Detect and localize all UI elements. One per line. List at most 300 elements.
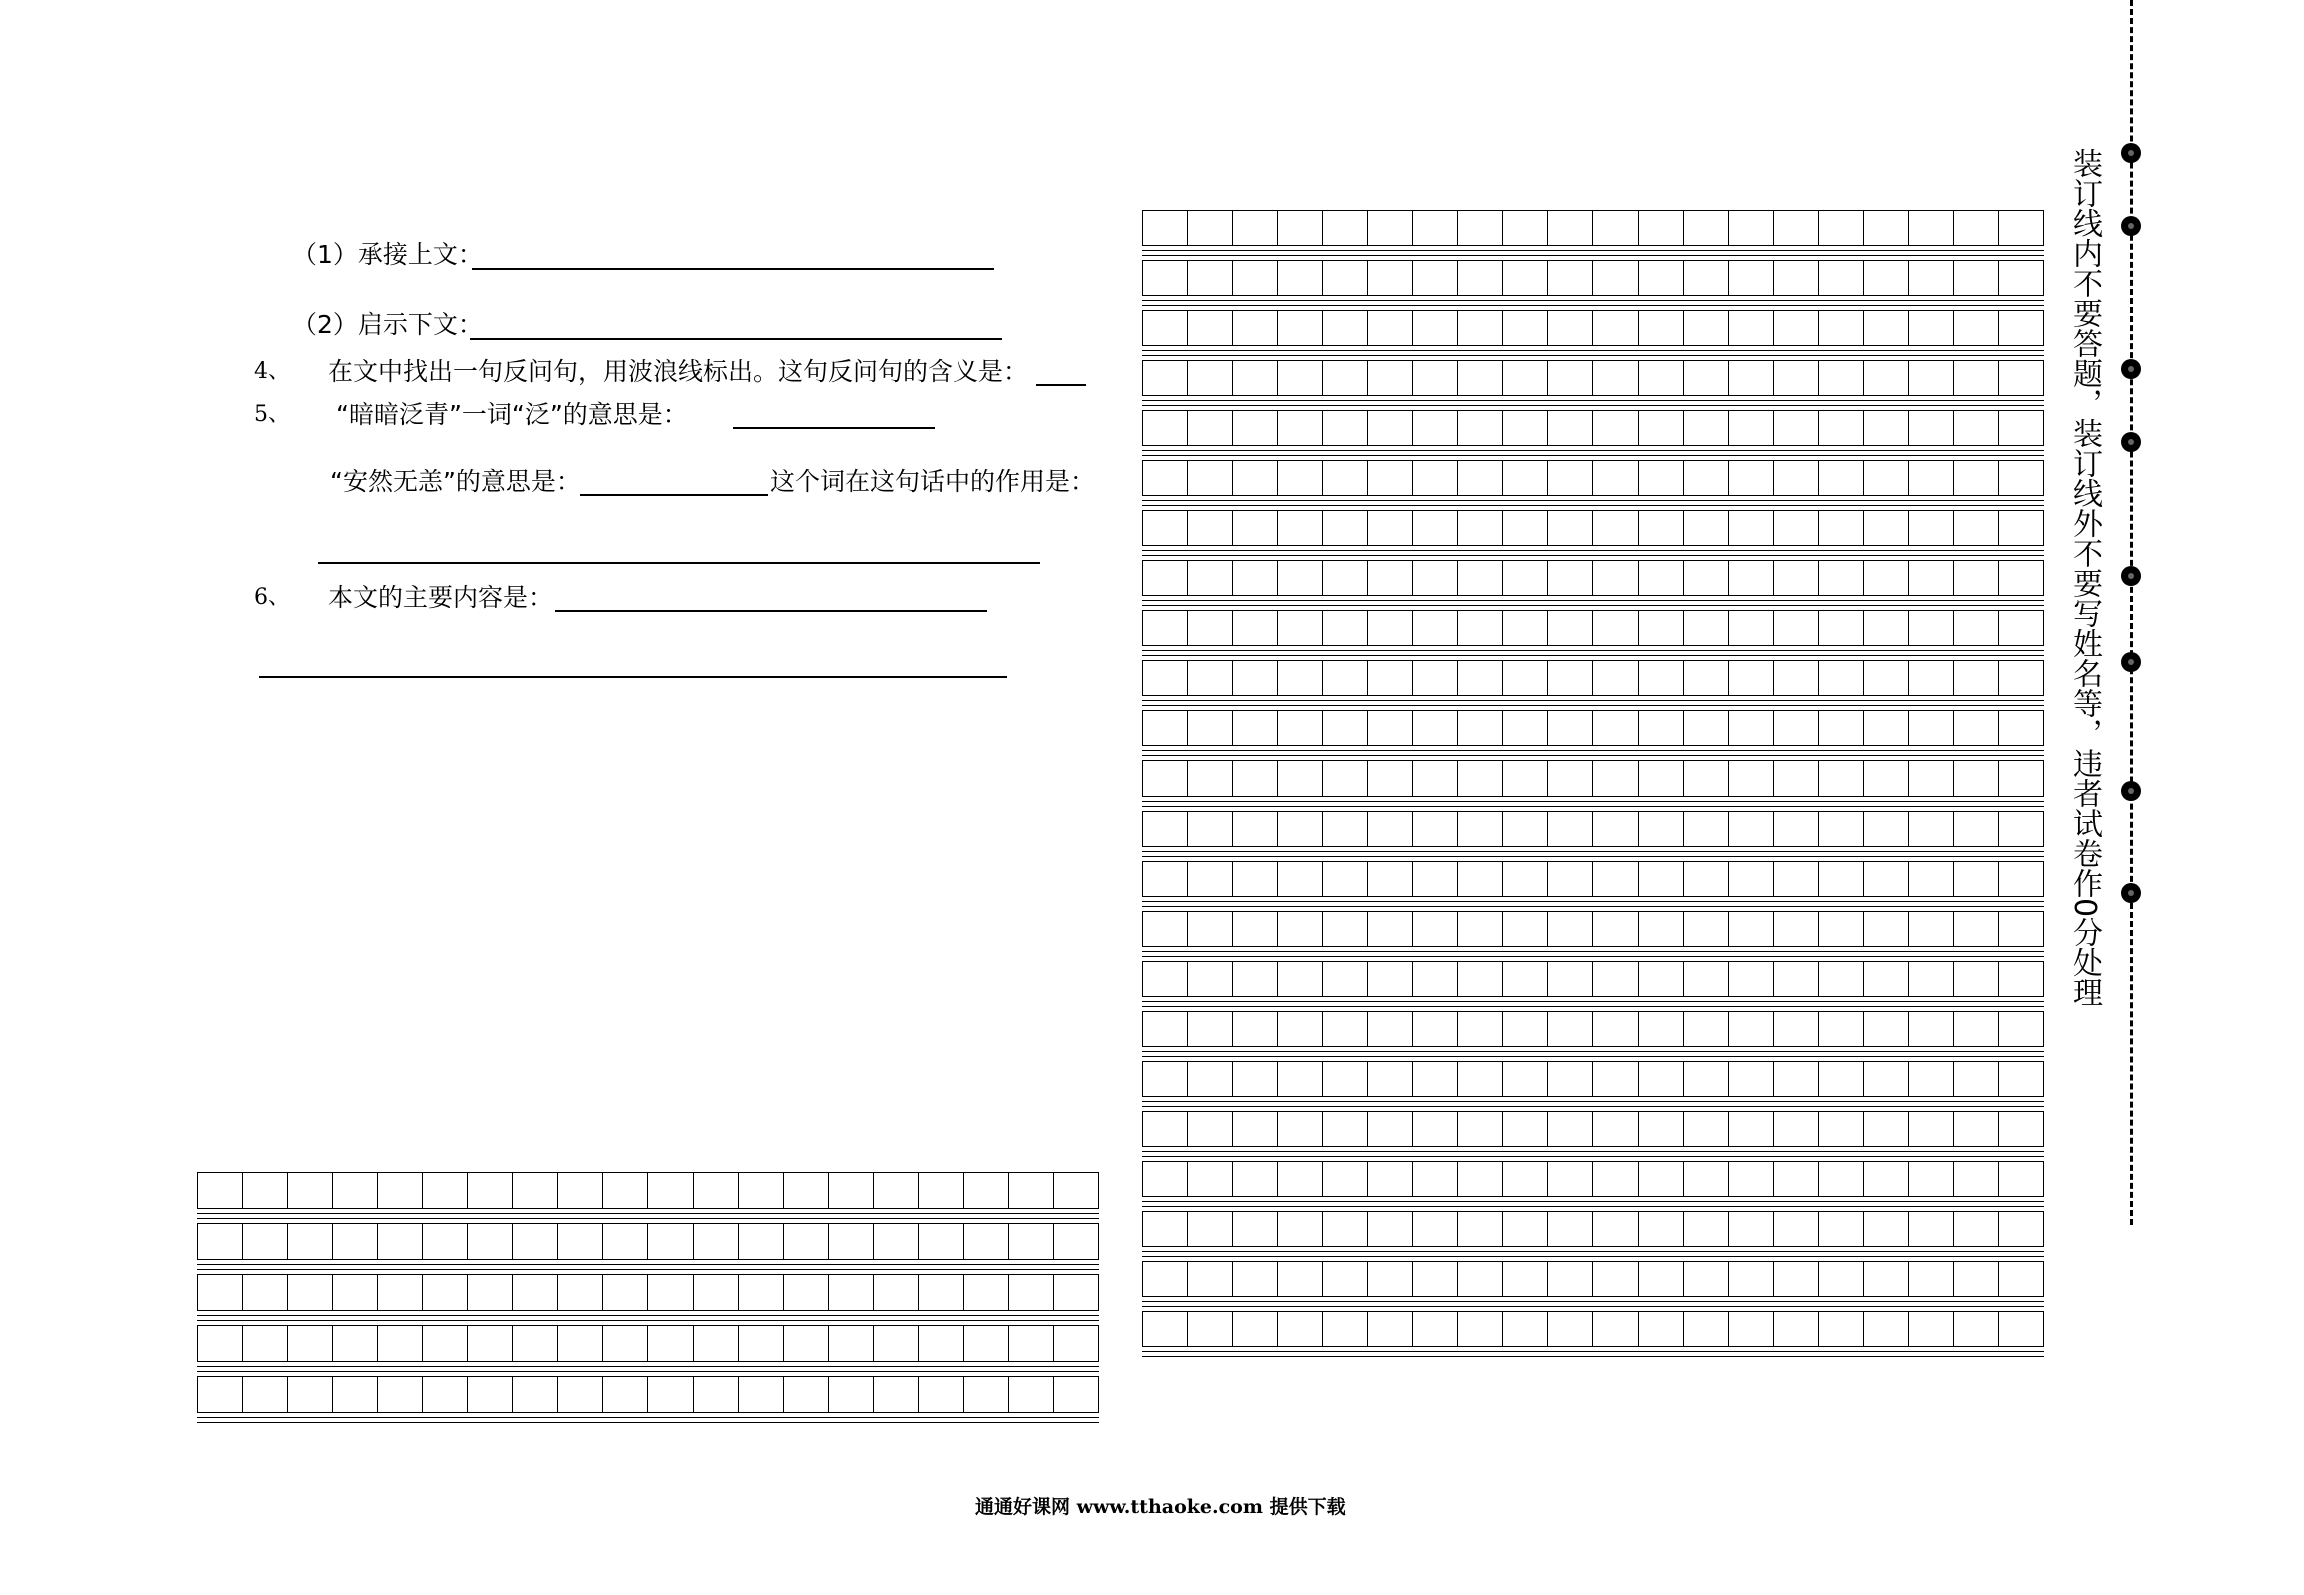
grid-cell[interactable] [1684, 311, 1729, 345]
grid-cell[interactable] [198, 1275, 243, 1310]
grid-cell[interactable] [1368, 461, 1413, 495]
grid-cell[interactable] [1233, 511, 1278, 545]
grid-cell[interactable] [1774, 411, 1819, 445]
grid-cell[interactable] [1548, 561, 1593, 595]
grid-cell[interactable] [1593, 711, 1638, 745]
grid-cell[interactable] [1054, 1173, 1098, 1208]
grid-cell[interactable] [1278, 1112, 1323, 1146]
grid-cell[interactable] [1954, 1312, 1999, 1346]
grid-cell[interactable] [1368, 261, 1413, 295]
grid-cell[interactable] [1999, 962, 2043, 996]
grid-cell[interactable] [1819, 511, 1864, 545]
grid-cell[interactable] [1729, 711, 1774, 745]
grid-cell[interactable] [1999, 261, 2043, 295]
grid-cell[interactable] [1954, 812, 1999, 846]
grid-cell[interactable] [1684, 862, 1729, 896]
grid-cell[interactable] [874, 1377, 919, 1412]
grid-cell[interactable] [1819, 1012, 1864, 1046]
grid-cell[interactable] [333, 1173, 378, 1208]
grid-cell[interactable] [1233, 812, 1278, 846]
grid-cell[interactable] [1143, 1012, 1188, 1046]
grid-cell[interactable] [378, 1326, 423, 1361]
grid-cell[interactable] [919, 1224, 964, 1259]
grid-cell[interactable] [829, 1326, 874, 1361]
grid-cell[interactable] [1503, 1312, 1548, 1346]
q6-answer-line[interactable] [555, 610, 987, 612]
grid-cell[interactable] [1413, 912, 1458, 946]
grid-cell[interactable] [1593, 611, 1638, 645]
grid-cell[interactable] [1278, 461, 1323, 495]
grid-cell[interactable] [1864, 1112, 1909, 1146]
grid-cell[interactable] [1639, 812, 1684, 846]
grid-cell[interactable] [1999, 862, 2043, 896]
grid-cell[interactable] [1233, 1012, 1278, 1046]
grid-cell[interactable] [1278, 1312, 1323, 1346]
grid-cell[interactable] [288, 1173, 333, 1208]
grid-cell[interactable] [1503, 912, 1548, 946]
grid-cell[interactable] [1729, 411, 1774, 445]
grid-cell[interactable] [1188, 361, 1233, 395]
grid-cell[interactable] [1548, 1312, 1593, 1346]
grid-cell[interactable] [1009, 1377, 1054, 1412]
grid-cell[interactable] [1054, 1275, 1098, 1310]
grid-cell[interactable] [1593, 1062, 1638, 1096]
grid-cell[interactable] [1909, 611, 1954, 645]
grid-cell[interactable] [1458, 611, 1503, 645]
grid-cell[interactable] [1909, 1312, 1954, 1346]
grid-cell[interactable] [1909, 962, 1954, 996]
grid-cell[interactable] [1684, 611, 1729, 645]
grid-cell[interactable] [1413, 812, 1458, 846]
grid-cell[interactable] [1503, 411, 1548, 445]
grid-cell[interactable] [1503, 561, 1548, 595]
grid-cell[interactable] [1368, 311, 1413, 345]
grid-cell[interactable] [1954, 1062, 1999, 1096]
grid-cell[interactable] [1999, 611, 2043, 645]
grid-cell[interactable] [1009, 1275, 1054, 1310]
grid-cell[interactable] [423, 1224, 468, 1259]
grid-cell[interactable] [1368, 962, 1413, 996]
grid-cell[interactable] [1548, 611, 1593, 645]
grid-cell[interactable] [648, 1326, 693, 1361]
grid-cell[interactable] [1729, 912, 1774, 946]
grid-cell[interactable] [1999, 1062, 2043, 1096]
grid-cell[interactable] [1413, 461, 1458, 495]
grid-cell[interactable] [198, 1377, 243, 1412]
grid-cell[interactable] [1458, 862, 1503, 896]
grid-cell[interactable] [1864, 411, 1909, 445]
grid-cell[interactable] [1458, 1162, 1503, 1196]
grid-cell[interactable] [1639, 561, 1684, 595]
grid-cell[interactable] [1864, 261, 1909, 295]
grid-cell[interactable] [1864, 1062, 1909, 1096]
grid-cell[interactable] [1729, 1212, 1774, 1246]
grid-cell[interactable] [1909, 1162, 1954, 1196]
grid-cell[interactable] [1593, 211, 1638, 245]
grid-cell[interactable] [1458, 261, 1503, 295]
grid-cell[interactable] [1864, 912, 1909, 946]
grid-cell[interactable] [1774, 1012, 1819, 1046]
grid-cell[interactable] [1954, 1162, 1999, 1196]
grid-cell[interactable] [1548, 1162, 1593, 1196]
grid-cell[interactable] [1819, 1262, 1864, 1296]
grid-cell[interactable] [1999, 1162, 2043, 1196]
grid-cell[interactable] [1864, 812, 1909, 846]
grid-cell[interactable] [1819, 211, 1864, 245]
grid-cell[interactable] [1954, 361, 1999, 395]
grid-cell[interactable] [1639, 511, 1684, 545]
grid-cell[interactable] [1819, 561, 1864, 595]
grid-cell[interactable] [1188, 611, 1233, 645]
grid-cell[interactable] [829, 1224, 874, 1259]
grid-cell[interactable] [1954, 411, 1999, 445]
grid-cell[interactable] [1864, 761, 1909, 795]
grid-cell[interactable] [1188, 761, 1233, 795]
grid-cell[interactable] [1233, 411, 1278, 445]
grid-cell[interactable] [1639, 411, 1684, 445]
grid-cell[interactable] [1593, 261, 1638, 295]
grid-cell[interactable] [1323, 511, 1368, 545]
grid-cell[interactable] [1503, 1062, 1548, 1096]
grid-cell[interactable] [1639, 261, 1684, 295]
grid-cell[interactable] [1548, 962, 1593, 996]
grid-cell[interactable] [1503, 261, 1548, 295]
grid-cell[interactable] [1188, 1062, 1233, 1096]
grid-cell[interactable] [1639, 711, 1684, 745]
grid-cell[interactable] [964, 1224, 1009, 1259]
grid-cell[interactable] [1819, 761, 1864, 795]
grid-cell[interactable] [1548, 461, 1593, 495]
composition-grid[interactable] [1142, 210, 2044, 1361]
grid-cell[interactable] [648, 1377, 693, 1412]
grid-cell[interactable] [1954, 912, 1999, 946]
grid-cell[interactable] [1909, 1262, 1954, 1296]
grid-cell[interactable] [1143, 411, 1188, 445]
grid-cell[interactable] [1729, 661, 1774, 695]
grid-cell[interactable] [739, 1224, 784, 1259]
grid-cell[interactable] [829, 1173, 874, 1208]
grid-cell[interactable] [1009, 1173, 1054, 1208]
grid-cell[interactable] [1729, 561, 1774, 595]
grid-cell[interactable] [1233, 311, 1278, 345]
grid-cell[interactable] [468, 1224, 513, 1259]
grid-cell[interactable] [1593, 862, 1638, 896]
grid-cell[interactable] [1368, 761, 1413, 795]
grid-cell[interactable] [1864, 511, 1909, 545]
grid-cell[interactable] [1413, 311, 1458, 345]
grid-cell[interactable] [1548, 511, 1593, 545]
grid-cell[interactable] [829, 1377, 874, 1412]
grid-cell[interactable] [1233, 862, 1278, 896]
grid-cell[interactable] [1909, 461, 1954, 495]
grid-cell[interactable] [1503, 661, 1548, 695]
grid-cell[interactable] [1774, 812, 1819, 846]
grid-cell[interactable] [1864, 611, 1909, 645]
grid-cell[interactable] [1593, 912, 1638, 946]
grid-cell[interactable] [1729, 1312, 1774, 1346]
grid-cell[interactable] [1143, 211, 1188, 245]
grid-cell[interactable] [1774, 912, 1819, 946]
grid-cell[interactable] [1503, 511, 1548, 545]
grid-cell[interactable] [1368, 211, 1413, 245]
grid-cell[interactable] [1639, 661, 1684, 695]
grid-cell[interactable] [558, 1173, 603, 1208]
grid-cell[interactable] [1188, 561, 1233, 595]
grid-cell[interactable] [1413, 1312, 1458, 1346]
grid-cell[interactable] [1278, 361, 1323, 395]
grid-cell[interactable] [1909, 661, 1954, 695]
grid-cell[interactable] [1999, 461, 2043, 495]
grid-cell[interactable] [1909, 311, 1954, 345]
grid-cell[interactable] [1278, 1162, 1323, 1196]
grid-cell[interactable] [1143, 711, 1188, 745]
grid-cell[interactable] [1774, 862, 1819, 896]
grid-cell[interactable] [1954, 711, 1999, 745]
grid-cell[interactable] [288, 1377, 333, 1412]
grid-cell[interactable] [1684, 261, 1729, 295]
grid-cell[interactable] [1684, 561, 1729, 595]
grid-cell[interactable] [1774, 962, 1819, 996]
grid-cell[interactable] [1954, 311, 1999, 345]
grid-cell[interactable] [1954, 962, 1999, 996]
grid-cell[interactable] [1819, 461, 1864, 495]
grid-cell[interactable] [1323, 611, 1368, 645]
grid-cell[interactable] [964, 1275, 1009, 1310]
grid-cell[interactable] [1413, 1212, 1458, 1246]
grid-cell[interactable] [243, 1377, 288, 1412]
grid-cell[interactable] [1909, 261, 1954, 295]
grid-cell[interactable] [1999, 1112, 2043, 1146]
grid-cell[interactable] [1774, 1112, 1819, 1146]
grid-cell[interactable] [1233, 1262, 1278, 1296]
grid-cell[interactable] [1233, 1112, 1278, 1146]
grid-cell[interactable] [1729, 361, 1774, 395]
grid-cell[interactable] [1323, 761, 1368, 795]
grid-cell[interactable] [1323, 1062, 1368, 1096]
grid-cell[interactable] [1909, 561, 1954, 595]
grid-cell[interactable] [1323, 862, 1368, 896]
grid-cell[interactable] [1684, 211, 1729, 245]
grid-cell[interactable] [1188, 711, 1233, 745]
grid-cell[interactable] [1999, 812, 2043, 846]
grid-cell[interactable] [1593, 1312, 1638, 1346]
grid-cell[interactable] [243, 1326, 288, 1361]
grid-cell[interactable] [1593, 361, 1638, 395]
grid-cell[interactable] [1188, 511, 1233, 545]
grid-cell[interactable] [1639, 1212, 1684, 1246]
grid-cell[interactable] [378, 1173, 423, 1208]
grid-cell[interactable] [423, 1377, 468, 1412]
grid-cell[interactable] [1143, 661, 1188, 695]
grid-cell[interactable] [1639, 1262, 1684, 1296]
grid-cell[interactable] [1774, 1162, 1819, 1196]
grid-cell[interactable] [1954, 511, 1999, 545]
grid-cell[interactable] [1954, 1012, 1999, 1046]
grid-cell[interactable] [1548, 1212, 1593, 1246]
grid-cell[interactable] [1548, 661, 1593, 695]
grid-cell[interactable] [1143, 511, 1188, 545]
grid-cell[interactable] [1548, 812, 1593, 846]
grid-cell[interactable] [1684, 511, 1729, 545]
grid-cell[interactable] [1233, 761, 1278, 795]
q5b-answer-line-2[interactable] [318, 562, 1040, 564]
grid-cell[interactable] [1458, 1062, 1503, 1096]
grid-cell[interactable] [423, 1275, 468, 1310]
grid-cell[interactable] [964, 1377, 1009, 1412]
grid-cell[interactable] [1143, 1312, 1188, 1346]
grid-cell[interactable] [1323, 461, 1368, 495]
grid-cell[interactable] [1054, 1224, 1098, 1259]
grid-cell[interactable] [1233, 1062, 1278, 1096]
grid-cell[interactable] [1458, 1112, 1503, 1146]
grid-cell[interactable] [1593, 962, 1638, 996]
grid-cell[interactable] [1684, 1312, 1729, 1346]
grid-cell[interactable] [1548, 261, 1593, 295]
grid-cell[interactable] [1774, 1312, 1819, 1346]
grid-cell[interactable] [1233, 211, 1278, 245]
grid-cell[interactable] [1278, 411, 1323, 445]
grid-cell[interactable] [1954, 1112, 1999, 1146]
grid-cell[interactable] [1729, 862, 1774, 896]
grid-cell[interactable] [1999, 661, 2043, 695]
grid-cell[interactable] [1864, 1012, 1909, 1046]
q3-part2-answer-line[interactable] [470, 338, 1002, 340]
grid-cell[interactable] [1054, 1326, 1098, 1361]
grid-cell[interactable] [648, 1224, 693, 1259]
grid-cell[interactable] [1188, 661, 1233, 695]
grid-cell[interactable] [1909, 812, 1954, 846]
grid-cell[interactable] [1593, 511, 1638, 545]
grid-cell[interactable] [694, 1377, 739, 1412]
grid-cell[interactable] [1639, 962, 1684, 996]
grid-cell[interactable] [1639, 611, 1684, 645]
grid-cell[interactable] [1458, 661, 1503, 695]
grid-cell[interactable] [919, 1173, 964, 1208]
grid-cell[interactable] [1323, 561, 1368, 595]
grid-cell[interactable] [1593, 311, 1638, 345]
grid-cell[interactable] [1413, 962, 1458, 996]
grid-cell[interactable] [1729, 511, 1774, 545]
grid-cell[interactable] [1368, 561, 1413, 595]
grid-cell[interactable] [1188, 812, 1233, 846]
grid-cell[interactable] [1188, 912, 1233, 946]
grid-cell[interactable] [1413, 1062, 1458, 1096]
grid-cell[interactable] [1233, 1212, 1278, 1246]
grid-cell[interactable] [1684, 1262, 1729, 1296]
grid-cell[interactable] [1188, 461, 1233, 495]
grid-cell[interactable] [1593, 1262, 1638, 1296]
grid-cell[interactable] [1819, 962, 1864, 996]
grid-cell[interactable] [1864, 1212, 1909, 1246]
grid-cell[interactable] [1278, 962, 1323, 996]
grid-cell[interactable] [1639, 1312, 1684, 1346]
grid-cell[interactable] [1954, 261, 1999, 295]
grid-cell[interactable] [1684, 812, 1729, 846]
grid-cell[interactable] [1999, 1212, 2043, 1246]
grid-cell[interactable] [1458, 912, 1503, 946]
grid-cell[interactable] [1909, 211, 1954, 245]
grid-cell[interactable] [1188, 261, 1233, 295]
grid-cell[interactable] [1774, 361, 1819, 395]
grid-cell[interactable] [1368, 812, 1413, 846]
grid-cell[interactable] [1503, 1012, 1548, 1046]
grid-cell[interactable] [1999, 511, 2043, 545]
grid-cell[interactable] [1188, 211, 1233, 245]
grid-cell[interactable] [1458, 1262, 1503, 1296]
grid-cell[interactable] [648, 1275, 693, 1310]
grid-cell[interactable] [1729, 1012, 1774, 1046]
grid-cell[interactable] [1684, 761, 1729, 795]
grid-cell[interactable] [333, 1326, 378, 1361]
grid-cell[interactable] [1368, 1312, 1413, 1346]
grid-cell[interactable] [1233, 261, 1278, 295]
grid-cell[interactable] [1368, 1062, 1413, 1096]
grid-cell[interactable] [1593, 812, 1638, 846]
grid-cell[interactable] [1819, 261, 1864, 295]
grid-cell[interactable] [1458, 761, 1503, 795]
grid-cell[interactable] [1458, 461, 1503, 495]
grid-cell[interactable] [1774, 1262, 1819, 1296]
grid-cell[interactable] [1278, 311, 1323, 345]
grid-cell[interactable] [1684, 411, 1729, 445]
grid-cell[interactable] [288, 1326, 333, 1361]
grid-cell[interactable] [1503, 1162, 1548, 1196]
grid-cell[interactable] [1503, 1212, 1548, 1246]
grid-cell[interactable] [1999, 311, 2043, 345]
grid-cell[interactable] [1233, 611, 1278, 645]
grid-cell[interactable] [1188, 411, 1233, 445]
grid-cell[interactable] [784, 1275, 829, 1310]
grid-cell[interactable] [1639, 1012, 1684, 1046]
grid-cell[interactable] [784, 1377, 829, 1412]
grid-cell[interactable] [1819, 862, 1864, 896]
grid-cell[interactable] [1864, 661, 1909, 695]
grid-cell[interactable] [1503, 812, 1548, 846]
grid-cell[interactable] [648, 1173, 693, 1208]
grid-cell[interactable] [1503, 1112, 1548, 1146]
small-answer-grid[interactable] [197, 1172, 1099, 1427]
grid-cell[interactable] [874, 1326, 919, 1361]
grid-cell[interactable] [1278, 711, 1323, 745]
grid-cell[interactable] [603, 1275, 648, 1310]
grid-cell[interactable] [1729, 962, 1774, 996]
grid-cell[interactable] [1503, 962, 1548, 996]
grid-cell[interactable] [423, 1326, 468, 1361]
grid-cell[interactable] [1413, 1012, 1458, 1046]
grid-cell[interactable] [1278, 261, 1323, 295]
grid-cell[interactable] [1954, 661, 1999, 695]
grid-cell[interactable] [1458, 1012, 1503, 1046]
grid-cell[interactable] [1188, 1162, 1233, 1196]
grid-cell[interactable] [1684, 361, 1729, 395]
grid-cell[interactable] [1278, 1012, 1323, 1046]
grid-cell[interactable] [1819, 1062, 1864, 1096]
grid-cell[interactable] [1278, 761, 1323, 795]
grid-cell[interactable] [1323, 912, 1368, 946]
q4-answer-line[interactable] [1036, 384, 1086, 386]
grid-cell[interactable] [378, 1275, 423, 1310]
grid-cell[interactable] [1503, 461, 1548, 495]
grid-cell[interactable] [1368, 1162, 1413, 1196]
grid-cell[interactable] [1819, 711, 1864, 745]
grid-cell[interactable] [1323, 361, 1368, 395]
grid-cell[interactable] [1909, 511, 1954, 545]
grid-cell[interactable] [1774, 261, 1819, 295]
grid-cell[interactable] [1413, 862, 1458, 896]
grid-cell[interactable] [1548, 211, 1593, 245]
grid-cell[interactable] [1413, 361, 1458, 395]
grid-cell[interactable] [1819, 361, 1864, 395]
